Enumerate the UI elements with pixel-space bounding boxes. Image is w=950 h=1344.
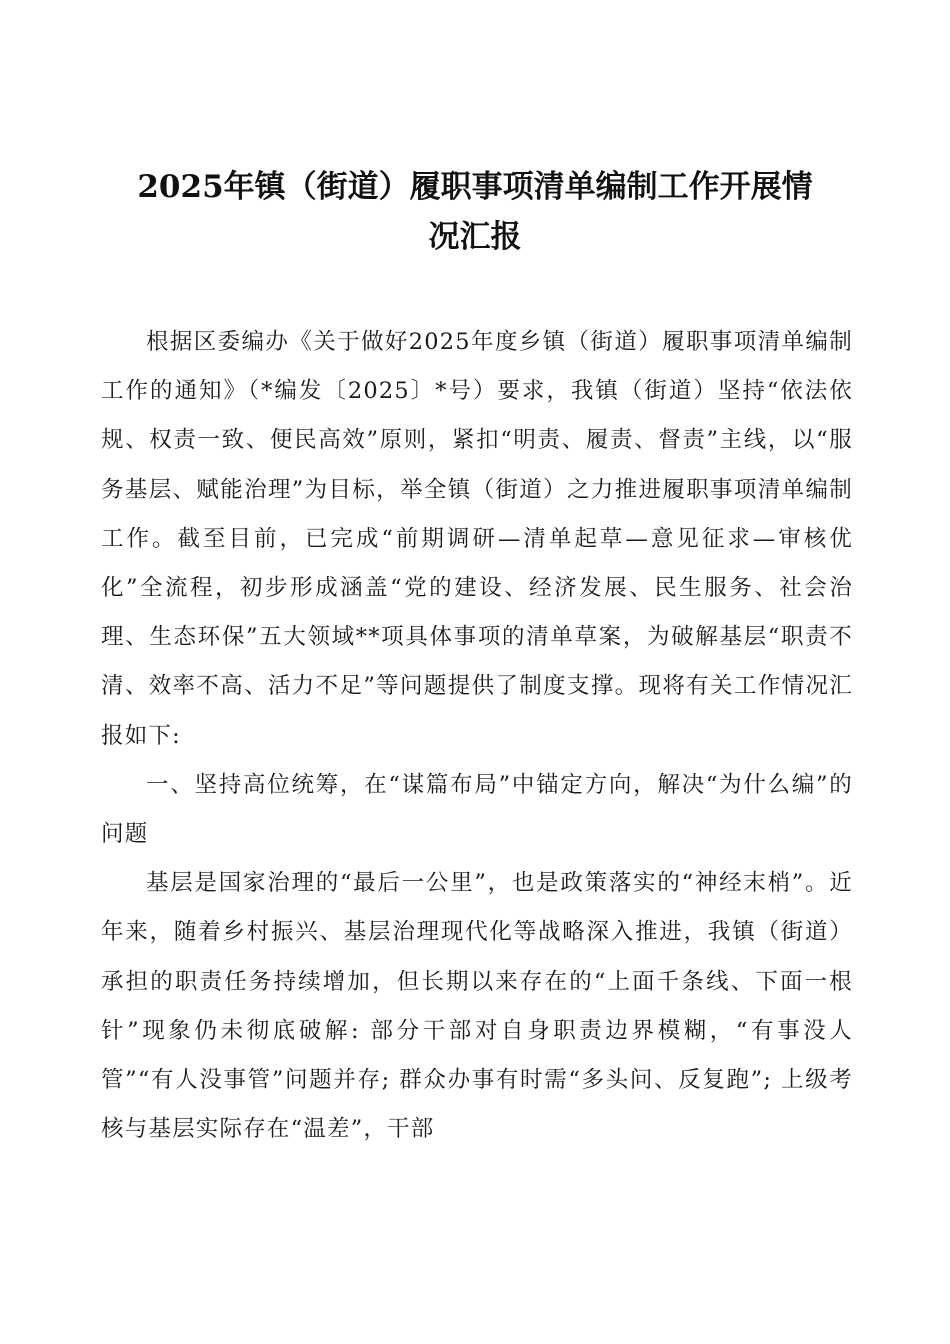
title-line-1: 2025年镇（街道）履职事项清单编制工作开展情 (137, 169, 813, 205)
document-title (90, 162, 860, 262)
section-1-paragraph: 基层是国家治理的“最后一公里”，也是政策落实的“神经末梢”。近年来，随着乡村振兴、基层治理现代化等战略深入推进，我镇（街道）承担的职责任务持续增加，但长期以来存在的“上面千条线、下面一根针”现象仍未彻底破解: 部分干部对自身职责边界模糊，“有事没人管”“有人没事管”问题并存; 群众办事有时需“多头问、反复跑”; 上级考核与基层实际存在“温差”，干部 (101, 870, 853, 1143)
title-line-2: 况汇报 (428, 219, 522, 255)
intro-paragraph: 根据区委编办《关于做好2025年度乡镇（街道）履职事项清单编制工作的通知》（*编发〔2025〕*号）要求，我镇（街道）坚持“依法依规、权责一致、便民高效”原则，紧扣“明责、履责、督责”主线，以“服务基层、赋能治理”为目标，举全镇（街道）之力推进履职事项清单编制工作。截至目前，已完成“前期调研—清单起草—意见征求—审核优化”全流程，初步形成涵盖“党的建设、经济发展、民生服务、社会治理、生态环保”五大领域**项具体事项的清单草案，为破解基层“职责不清、效率不高、活力不足”等问题提供了制度支撑。现将有关工作情况汇报如下: (101, 329, 853, 749)
section-heading-1: 一、坚持高位统筹，在“谋篇布局”中锚定方向，解决“为什么编”的问题 (101, 771, 853, 848)
document-body (101, 318, 853, 1154)
